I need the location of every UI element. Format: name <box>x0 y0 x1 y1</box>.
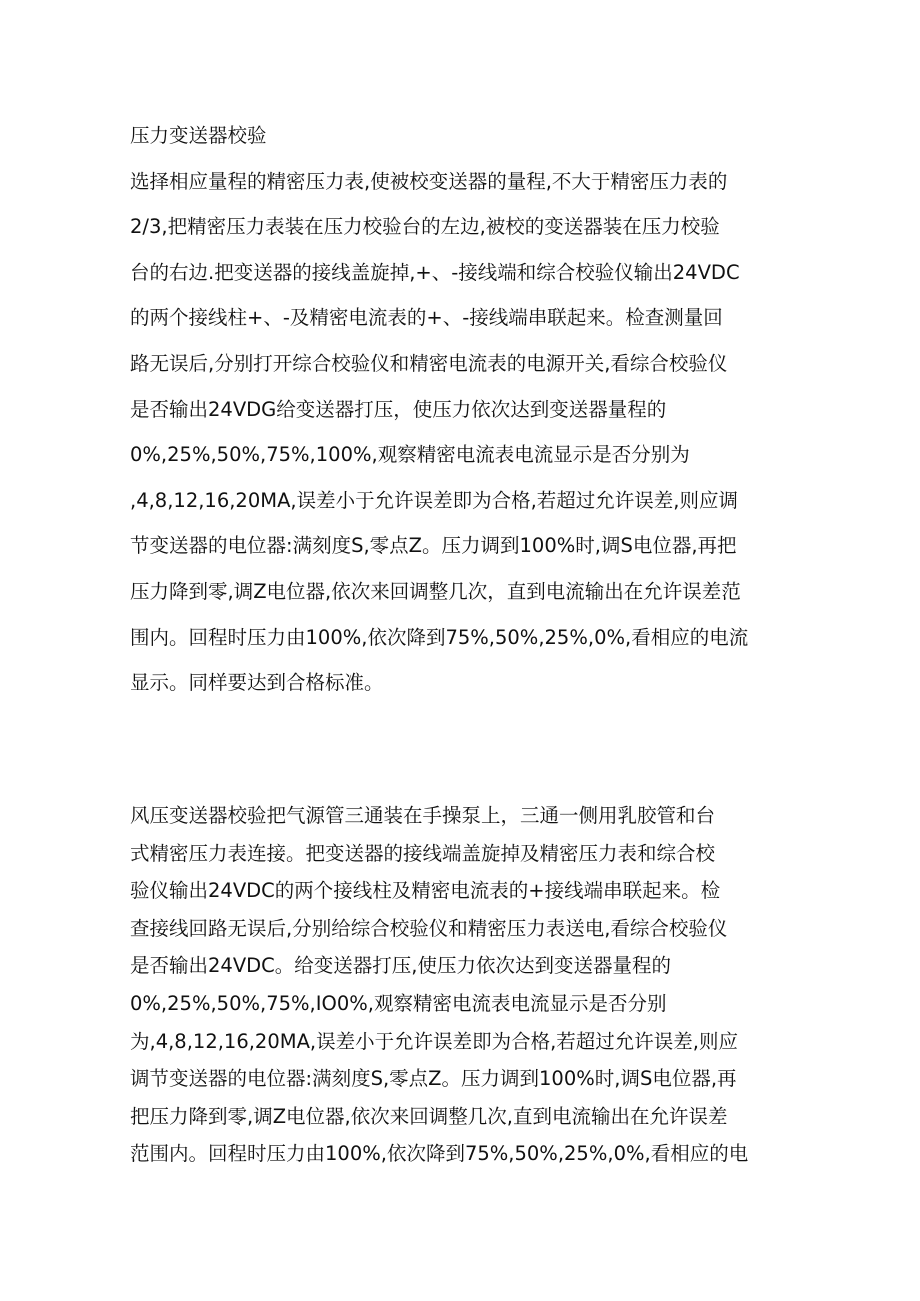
paragraph-line: 验仪输出24VDC的两个接线柱及精密电流表的+接线端串联起来。检 <box>130 879 721 903</box>
paragraph-line: 选择相应量程的精密压力表,使被校变送器的量程,不大于精密压力表的 <box>130 169 728 193</box>
paragraph-line: 0%,25%,50%,75%,IO0%,观察精密电流表电流显示是否分别 <box>130 991 667 1015</box>
paragraph-line: 把压力降到零,调Z电位器,依次来回调整几次,直到电流输出在允许误差 <box>130 1104 728 1128</box>
paragraph-line: 0%,25%,50%,75%,100%,观察精密电流表电流显示是否分别为 <box>130 443 690 467</box>
paragraph-line: 范围内。回程时压力由100%,依次降到75%,50%,25%,0%,看相应的电 <box>130 1142 749 1166</box>
paragraph-line: 2/3,把精密压力表装在压力校验台的左边,被校的变送器装在压力校验 <box>130 215 720 239</box>
paragraph-line: 节变送器的电位器:满刻度S,零点Z。压力调到100%时,调S电位器,再把 <box>130 534 737 558</box>
paragraph-line: 是否输出24VDC。给变送器打压,使压力依次达到变送器量程的 <box>130 954 671 978</box>
pressure-transmitter-section <box>130 113 810 706</box>
paragraph-line: ,4,8,12,16,20MA,误差小于允许误差即为合格,若超过允许误差,则应调 <box>130 488 739 512</box>
paragraph-line: 围内。回程时压力由100%,依次降到75%,50%,25%,0%,看相应的电流 <box>130 625 749 649</box>
paragraph-line: 是否输出24VDG给变送器打压，使压力依次达到变送器量程的 <box>130 397 667 421</box>
paragraph-line: 为,4,8,12,16,20MA,误差小于允许误差即为合格,若超过允许误差,则应 <box>130 1029 739 1053</box>
paragraph-line: 查接线回路无误后,分别给综合校验仪和精密压力表送电,看综合校验仪 <box>130 916 728 940</box>
paragraph-line: 式精密压力表连接。把变送器的接线端盖旋掉及精密压力表和综合校 <box>130 841 716 865</box>
paragraph-line: 的两个接线柱+、-及精密电流表的+、-接线端串联起来。检查测量回 <box>130 306 723 330</box>
paragraph-line: 调节变送器的电位器:满刻度S,零点Z。压力调到100%时,调S电位器,再 <box>130 1067 737 1091</box>
paragraph-line: 台的右边.把变送器的接线盖旋掉,+、-接线端和综合校验仪输出24VDC <box>130 260 740 284</box>
paragraph-line: 压力降到零,调Z电位器,依次来回调整几次，直到电流输出在允许误差范 <box>130 579 741 603</box>
paragraph-line: 显示。同样要达到合格标准。 <box>130 671 384 695</box>
wind-pressure-transmitter-section <box>130 797 810 1173</box>
paragraph-line: 路无误后,分别打开综合校验仪和精密电流表的电源开关,看综合校验仪 <box>130 351 728 375</box>
section-heading: 压力变送器校验 <box>130 124 267 147</box>
paragraph-line: 风压变送器校验把气源管三通装在手操泵上，三通一侧用乳胶管和台 <box>130 804 716 827</box>
